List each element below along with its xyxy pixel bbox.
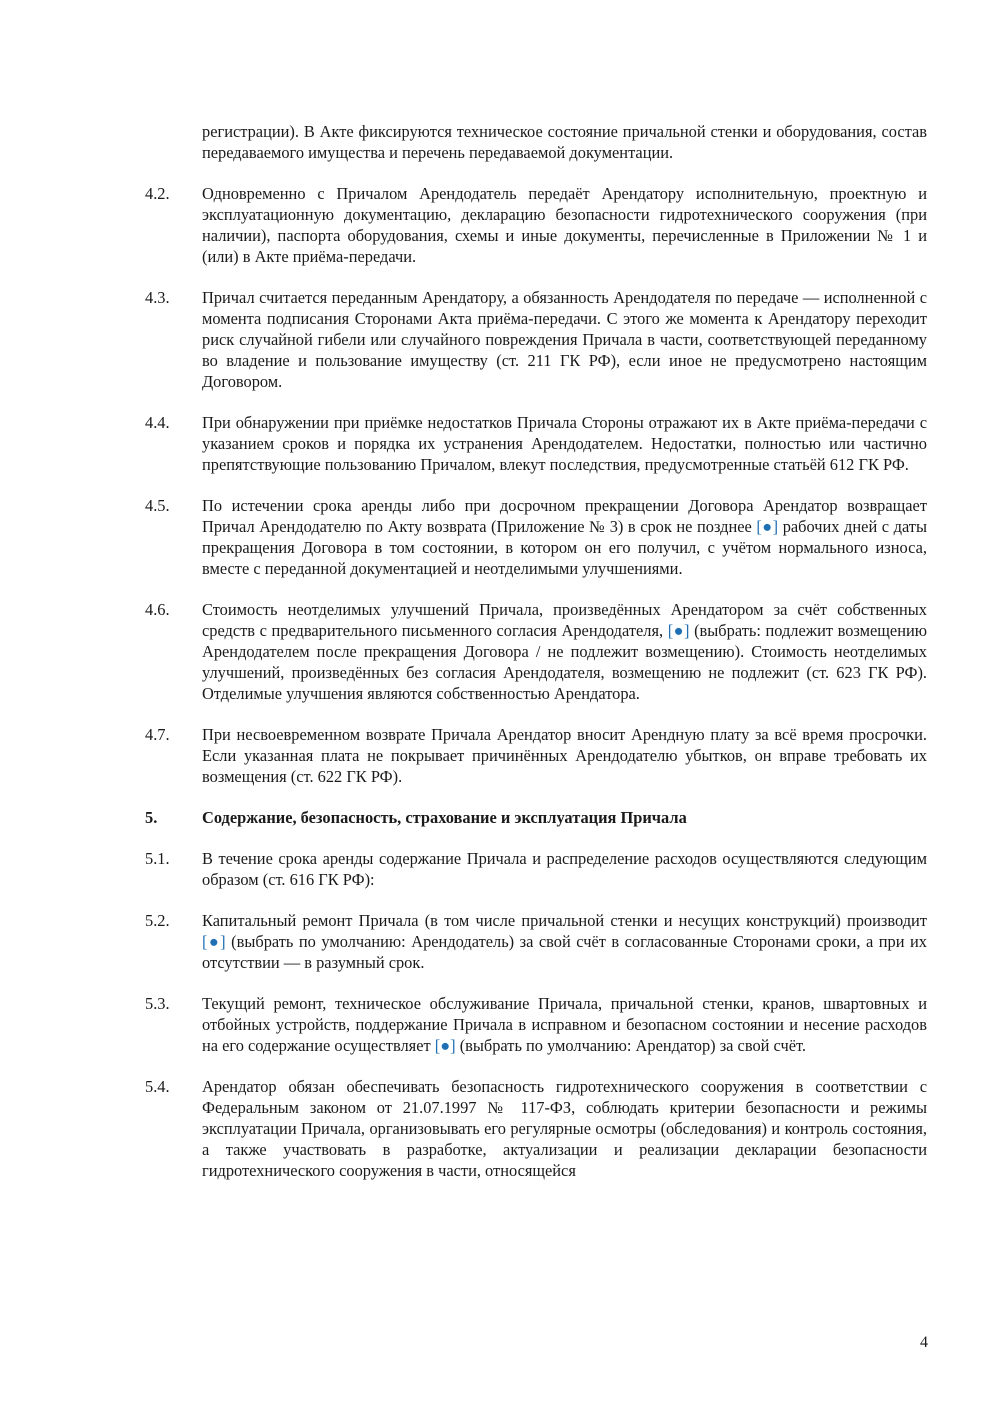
clause-text: Арендатор обязан обеспечивать безопасность гидротехнического сооружения в соответствии с Федеральным законом от 21.07.1997 № 117-ФЗ, соблюдать критерии безопасности и режимы эксплуатации Причала, организовывать его регулярные осмотры (обследования) и контроль состояния, а также участвовать в разработке, актуализации и реализации декларации безопасности гидротехнического сооружения в части, относящейся bbox=[202, 1077, 927, 1180]
clause-4-4 bbox=[145, 412, 927, 475]
clause-number: 4.2. bbox=[145, 184, 170, 203]
clause-4-3 bbox=[145, 287, 927, 392]
paragraph-text: регистрации). В Акте фиксируются техническое состояние причальной стенки и оборудования, состав передаваемого имущества и перечень передаваемой документации. bbox=[202, 122, 927, 162]
clause-number: 5.1. bbox=[145, 849, 170, 868]
paragraph-continuation bbox=[145, 121, 927, 163]
clause-text: Стоимость неотделимых улучшений Причала, произведённых Арендатором за счёт собственных средств с предварительного письменного согласия Арендодателя, [●] (выбрать: подлежит возмещению Арендодателем после прекращения Договора / не подлежит возмещению). Стоимость неотделимых улучшений, произведённых без согласия Арендодателя, возмещению не подлежит (ст. 623 ГК РФ). Отделимые улучшения являются собственностью Арендатора. bbox=[202, 600, 927, 703]
placeholder-marker: [●] bbox=[202, 932, 226, 951]
page-number: 4 bbox=[920, 1334, 928, 1351]
clause-text: Одновременно с Причалом Арендодатель передаёт Арендатору исполнительную, проектную и эксплуатационную документацию, декларацию безопасности гидротехнического сооружения (при наличии), паспорта оборудования, схемы и иные документы, перечисленные в Приложении № 1 и (или) в Акте приёма-передачи. bbox=[202, 184, 927, 266]
section-title: Содержание, безопасность, страхование и эксплуатация Причала bbox=[202, 808, 687, 827]
clause-5-2 bbox=[145, 910, 927, 973]
clause-4-6 bbox=[145, 599, 927, 704]
clause-number: 5.3. bbox=[145, 994, 170, 1013]
placeholder-marker: [●] bbox=[434, 1036, 456, 1055]
placeholder-marker: [●] bbox=[756, 517, 779, 536]
clause-number: 4.3. bbox=[145, 288, 170, 307]
clause-text: По истечении срока аренды либо при досрочном прекращении Договора Арендатор возвращает Причал Арендодателю по Акту возврата (Приложение № 3) в срок не позднее [●] рабочих дней с даты прекращения Договора в том состоянии, в котором он его получил, с учётом нормального износа, вместе с переданной документацией и неотделимыми улучшениями. bbox=[202, 496, 927, 578]
clause-number: 4.4. bbox=[145, 413, 170, 432]
section-number: 5. bbox=[145, 808, 158, 827]
clause-5-3 bbox=[145, 993, 927, 1056]
clause-text: В течение срока аренды содержание Причала и распределение расходов осуществляются следующим образом (ст. 616 ГК РФ): bbox=[202, 849, 927, 889]
clause-text: При несвоевременном возврате Причала Арендатор вносит Арендную плату за всё время просрочки. Если указанная плата не покрывает причинённых Арендодателю убытков, он вправе требовать их возмещения (ст. 622 ГК РФ). bbox=[202, 725, 927, 786]
document-body bbox=[145, 121, 927, 1201]
placeholder-marker: [●] bbox=[667, 621, 690, 640]
clause-number: 4.5. bbox=[145, 496, 170, 515]
clause-text: При обнаружении при приёмке недостатков Причала Стороны отражают их в Акте приёма-передачи с указанием сроков и порядка их устранения Арендодателем. Недостатки, полностью или частично препятствующие пользованию Причалом, влекут последствия, предусмотренные статьёй 612 ГК РФ. bbox=[202, 413, 927, 474]
clause-text: Текущий ремонт, техническое обслуживание Причала, причальной стенки, кранов, швартовных и отбойных устройств, поддержание Причала в исправном и безопасном состоянии и несение расходов на его содержание осуществляет [●] (выбрать по умолчанию: Арендатор) за свой счёт. bbox=[202, 994, 927, 1055]
clause-number: 4.6. bbox=[145, 600, 170, 619]
clause-4-7 bbox=[145, 724, 927, 787]
clause-5-4 bbox=[145, 1076, 927, 1181]
clause-4-5 bbox=[145, 495, 927, 579]
clause-number: 5.2. bbox=[145, 911, 170, 930]
clause-text: Причал считается переданным Арендатору, а обязанность Арендодателя по передаче — исполненной с момента подписания Сторонами Акта приёма-передачи. С этого же момента к Арендатору переходит риск случайной гибели или случайного повреждения Причала в части, соответствующей переданному во владение и пользование имуществу (ст. 211 ГК РФ), если иное не предусмотрено настоящим Договором. bbox=[202, 288, 927, 391]
clause-number: 4.7. bbox=[145, 725, 170, 744]
clause-number: 5.4. bbox=[145, 1077, 170, 1096]
clause-5-1 bbox=[145, 848, 927, 890]
section-5-heading bbox=[145, 807, 927, 828]
clause-4-2 bbox=[145, 183, 927, 267]
clause-text: Капитальный ремонт Причала (в том числе причальной стенки и несущих конструкций) производит [●] (выбрать по умолчанию: Арендодатель) за свой счёт в согласованные Сторонами сроки, а при их отсутствии — в разумный срок. bbox=[202, 911, 927, 972]
